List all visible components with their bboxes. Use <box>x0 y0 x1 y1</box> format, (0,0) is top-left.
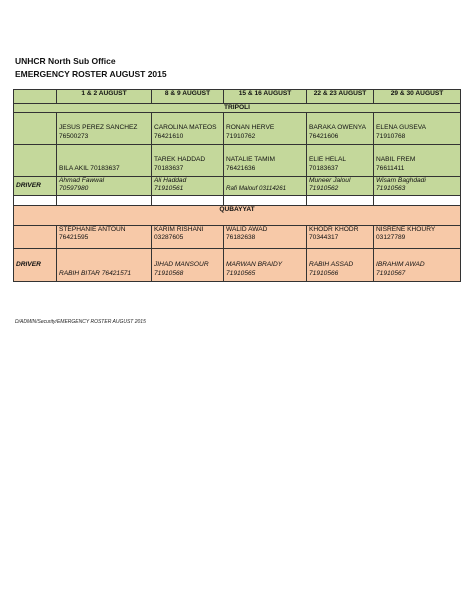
staff-cell <box>374 226 461 249</box>
staff-phone: 71910762 <box>226 132 256 140</box>
staff-phone: 76421610 <box>154 132 184 140</box>
driver-name: Wisam Baghdadi <box>376 177 426 184</box>
driver-cell <box>307 177 374 196</box>
file-path-footer: D/ADMIN/Security/EMERGENCY ROSTER AUGUST 2015 <box>15 319 146 325</box>
staff-name: JESUS PEREZ SANCHEZ <box>59 124 138 132</box>
driver-phone: 71910565 <box>226 269 256 277</box>
tripoli-staff-row-2 <box>14 145 461 177</box>
staff-name: NABIL FREM <box>376 156 416 164</box>
spacer-cell <box>224 196 307 206</box>
staff-cell <box>307 145 374 177</box>
driver-label: DRIVER <box>14 249 57 282</box>
staff-name: BARAKA OWENYA <box>309 124 367 132</box>
row-label-cell <box>14 113 57 145</box>
driver-phone: 71910561 <box>154 185 184 193</box>
driver-phone: 71910562 <box>309 185 339 193</box>
driver-cell <box>152 249 224 282</box>
staff-cell <box>57 113 152 145</box>
driver-label: DRIVER <box>14 177 57 196</box>
driver-cell <box>224 249 307 282</box>
driver-name: Ahmad Fawwal <box>59 177 105 184</box>
driver-name-phone: RABIH BITAR 76421571 <box>59 269 132 277</box>
tripoli-staff-row-1 <box>14 113 461 145</box>
driver-cell <box>307 249 374 282</box>
section-row-tripoli <box>14 104 461 113</box>
staff-phone: 70344317 <box>309 234 339 242</box>
driver-name <box>226 177 304 185</box>
staff-name: STEPHANIE ANTOUN <box>59 226 126 233</box>
staff-cell <box>224 145 307 177</box>
staff-cell <box>374 145 461 177</box>
driver-cell <box>374 177 461 196</box>
staff-cell <box>152 113 224 145</box>
driver-name: IBRAHIM AWAD <box>376 261 425 269</box>
driver-phone: 71910567 <box>376 269 406 277</box>
office-title: UNHCR North Sub Office <box>15 56 116 66</box>
staff-name: KARIM RISHANI <box>154 226 204 233</box>
driver-phone: 71910568 <box>154 269 184 277</box>
date-header: 15 & 16 AUGUST <box>224 90 307 104</box>
staff-name: ELENA GUSEVA <box>376 124 427 132</box>
staff-name-phone: BILA AKIL 70183637 <box>59 164 120 172</box>
qubayyat-driver-row <box>14 249 461 282</box>
qubayyat-staff-row <box>14 226 461 249</box>
staff-phone: 70183637 <box>154 164 184 172</box>
driver-name-phone: Rafi Malouf 03114261 <box>226 185 287 193</box>
staff-cell <box>374 113 461 145</box>
spacer-row <box>14 196 461 206</box>
spacer-cell <box>152 196 224 206</box>
driver-name: Muneer Jaloul <box>309 177 351 184</box>
date-header: 22 & 23 AUGUST <box>307 90 374 104</box>
staff-cell <box>224 113 307 145</box>
spacer-cell <box>374 196 461 206</box>
staff-cell <box>224 226 307 249</box>
roster-title: EMERGENCY ROSTER AUGUST 2015 <box>15 69 167 79</box>
staff-phone: 03287605 <box>154 234 184 242</box>
tripoli-driver-row <box>14 177 461 196</box>
driver-cell <box>152 177 224 196</box>
spacer-cell <box>14 196 57 206</box>
staff-cell <box>152 226 224 249</box>
staff-name: CAROLINA MATEOS <box>154 124 217 132</box>
header-corner-cell <box>14 90 57 104</box>
roster-table <box>13 89 461 282</box>
staff-phone: 70183637 <box>309 164 339 172</box>
driver-phone: 70597980 <box>59 185 89 193</box>
date-header: 8 & 9 AUGUST <box>152 90 224 104</box>
section-label-tripoli: TRIPOLI <box>14 104 461 113</box>
driver-cell <box>374 249 461 282</box>
spacer-cell <box>57 196 152 206</box>
driver-name: RABIH ASSAD <box>309 261 354 269</box>
driver-phone: 71910563 <box>376 185 406 193</box>
driver-phone: 71910566 <box>309 269 339 277</box>
row-label-cell <box>14 226 57 249</box>
staff-name: KHODR KHODR <box>309 226 359 233</box>
date-header: 1 & 2 AUGUST <box>57 90 152 104</box>
staff-cell <box>57 226 152 249</box>
spacer-cell <box>307 196 374 206</box>
staff-name: ELIE HELAL <box>309 156 347 164</box>
staff-name: RONAN HERVE <box>226 124 275 132</box>
staff-name: WALID AWAD <box>226 226 268 233</box>
staff-cell <box>57 145 152 177</box>
driver-name: Ali Haddad <box>154 177 187 184</box>
staff-phone: 03127789 <box>376 234 406 242</box>
staff-cell <box>152 145 224 177</box>
driver-name: JIHAD MANSOUR <box>154 261 209 269</box>
staff-phone: 76182638 <box>226 234 256 242</box>
staff-phone: 76500273 <box>59 132 89 140</box>
staff-name: NISRENE KHOURY <box>376 226 436 233</box>
driver-cell <box>224 177 307 196</box>
driver-cell <box>57 177 152 196</box>
driver-cell <box>57 249 152 282</box>
driver-name: MARWAN BRAIDY <box>226 261 283 269</box>
staff-phone: 76421595 <box>59 234 89 242</box>
row-label-cell <box>14 145 57 177</box>
staff-phone: 71910768 <box>376 132 406 140</box>
section-row-qubayyat <box>14 206 461 226</box>
staff-name: NATALIE TAMIM <box>226 156 275 164</box>
staff-cell <box>307 226 374 249</box>
date-header-row <box>14 90 461 104</box>
date-header: 29 & 30 AUGUST <box>374 90 461 104</box>
staff-phone: 76611411 <box>376 164 405 172</box>
staff-phone: 76421606 <box>309 132 339 140</box>
staff-name: TAREK HADDAD <box>154 156 206 164</box>
staff-phone: 76421636 <box>226 164 256 172</box>
staff-cell <box>307 113 374 145</box>
section-label-qubayyat: QUBAYYAT <box>14 206 461 226</box>
